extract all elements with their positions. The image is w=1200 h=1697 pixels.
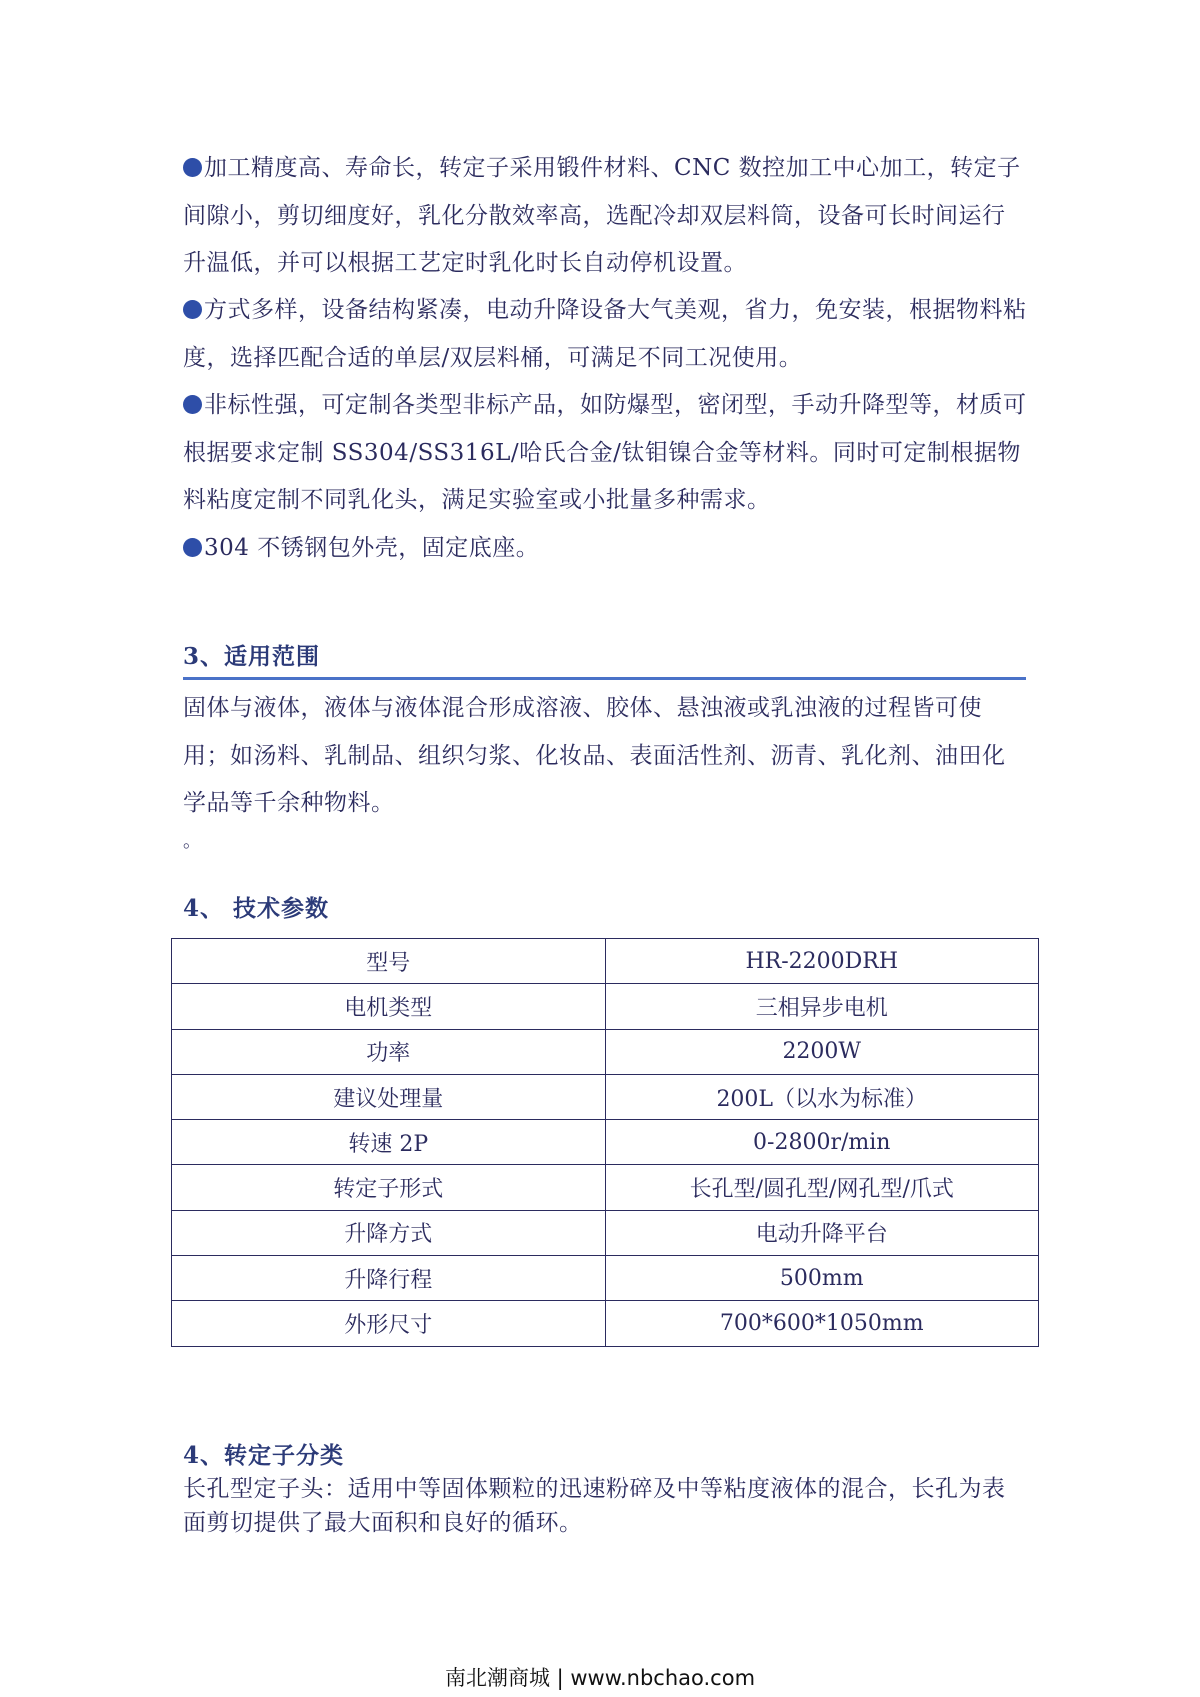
param-value: HR-2200DRH [605, 939, 1039, 984]
param-label: 建议处理量 [172, 1074, 606, 1119]
params-table [171, 938, 1039, 1347]
param-value: 0-2800r/min [605, 1120, 1039, 1165]
section-heading-scope: 3、适用范围 [183, 643, 321, 670]
param-label: 转定子形式 [172, 1165, 606, 1210]
table-row [172, 1074, 1039, 1119]
bullet-icon [183, 300, 202, 319]
feature-item: 非标性强，可定制各类型非标产品，如防爆型，密闭型，手动升降型等，材质可根据要求定制 SS304/SS316L/哈氏合金/钛钼镍合金等材料。同时可定制根据物料粘度定制不同乳化头，满足实验室或小批量多种需求。 [183, 392, 1027, 513]
table-row [172, 984, 1039, 1029]
param-value: 电动升降平台 [605, 1210, 1039, 1255]
param-label: 外形尺寸 [172, 1301, 606, 1346]
table-row [172, 1120, 1039, 1165]
table-row [172, 1301, 1039, 1346]
param-label: 升降行程 [172, 1256, 606, 1301]
param-label: 转速 2P [172, 1120, 606, 1165]
param-value: 长孔型/圆孔型/网孔型/爪式 [605, 1165, 1039, 1210]
rotor-body: 长孔型定子头：适用中等固体颗粒的迅速粉碎及中等粘度液体的混合，长孔为表面剪切提供了最大面积和良好的循环。 [183, 1476, 1006, 1536]
trailing-mark: 。 [183, 831, 202, 852]
param-value: 700*600*1050mm [605, 1301, 1039, 1346]
bullet-icon [183, 395, 202, 414]
bullet-icon [183, 538, 202, 557]
table-row [172, 1210, 1039, 1255]
param-label: 电机类型 [172, 984, 606, 1029]
scope-body: 固体与液体，液体与液体混合形成溶液、胶体、悬浊液或乳浊液的过程皆可使用；如汤料、乳制品、组织匀浆、化妆品、表面活性剂、沥青、乳化剂、油田化学品等千余种物料。 [183, 695, 1006, 816]
table-row [172, 1165, 1039, 1210]
footer-brand: 南北潮商城 | www.nbchao.com [444, 1666, 756, 1690]
section-heading-params: 4、 技术参数 [183, 895, 330, 922]
param-value: 三相异步电机 [605, 984, 1039, 1029]
param-label: 升降方式 [172, 1210, 606, 1255]
section-heading-rotor: 4、转定子分类 [183, 1442, 345, 1469]
feature-item: 304 不锈钢包外壳，固定底座。 [183, 525, 1028, 573]
table-row [172, 1256, 1039, 1301]
section-divider [183, 677, 1026, 680]
feature-item: 加工精度高、寿命长，转定子采用锻件材料、CNC 数控加工中心加工，转定子间隙小，剪切细度好，乳化分散效率高，选配冷却双层料筒，设备可长时间运行升温低，并可以根据工艺定时乳化时长自动停机设置。 [183, 155, 1021, 276]
param-value: 2200W [605, 1029, 1039, 1074]
feature-item: 方式多样，设备结构紧凑，电动升降设备大气美观，省力，免安装，根据物料粘度，选择匹配合适的单层/双层料桶，可满足不同工况使用。 [183, 297, 1027, 371]
param-label: 功率 [172, 1029, 606, 1074]
bullet-icon [183, 158, 202, 177]
table-row [172, 939, 1039, 984]
param-value: 200L（以水为标准） [605, 1074, 1039, 1119]
param-label: 型号 [172, 939, 606, 984]
param-value: 500mm [605, 1256, 1039, 1301]
table-row [172, 1029, 1039, 1074]
